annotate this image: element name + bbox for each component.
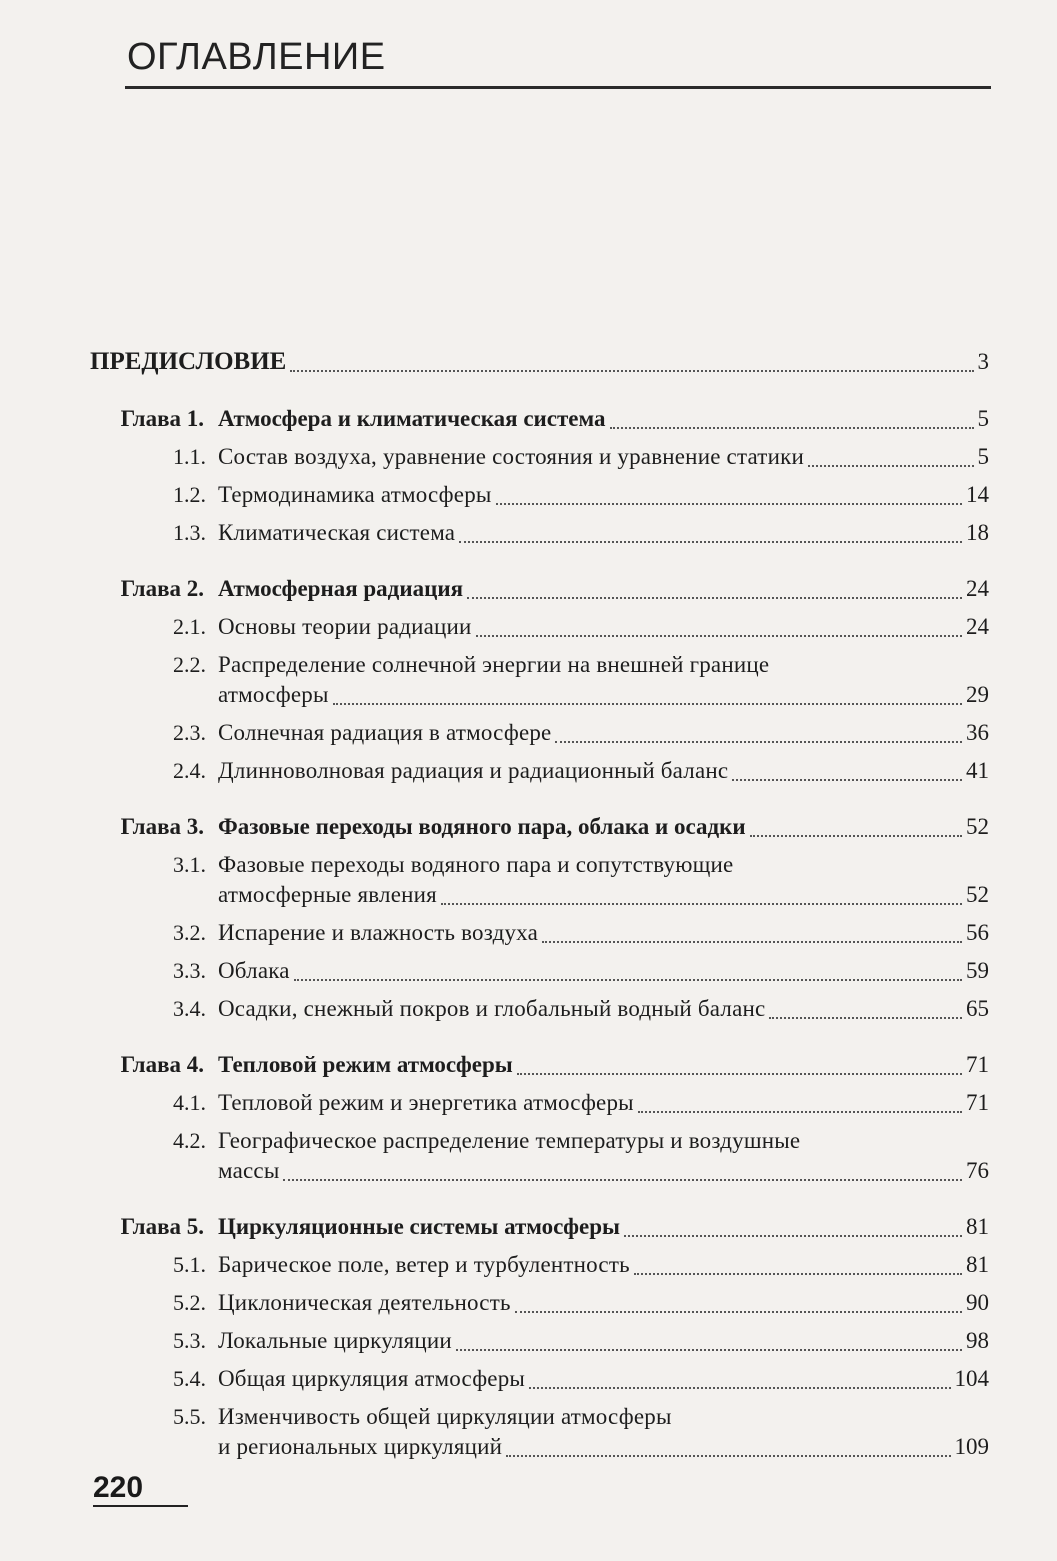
toc-entry-title: атмосферные явления [218, 882, 437, 907]
toc-page-number: 5 [977, 444, 989, 469]
leader-dots [441, 903, 962, 905]
leader-dots [542, 941, 962, 943]
toc-section-5-2[interactable] [0, 1288, 1057, 1318]
toc-page-number: 36 [966, 720, 989, 745]
chapter-number: Глава 2. [120, 576, 204, 601]
toc-chapter-3[interactable] [0, 812, 1057, 842]
toc-section-4-1[interactable] [0, 1088, 1057, 1118]
page-number-rule [93, 1505, 188, 1507]
toc-section-2-1[interactable] [0, 612, 1057, 642]
toc-entry-title: атмосферы [218, 682, 329, 707]
toc-page-number: 81 [966, 1214, 989, 1239]
section-number: 3.4. [173, 996, 206, 1021]
page-number: 220 [93, 1471, 144, 1504]
section-number: 5.3. [173, 1328, 206, 1353]
toc-section-5-4[interactable] [0, 1364, 1057, 1394]
toc-section-5-5-cont[interactable] [0, 1432, 1057, 1462]
leader-dots [769, 1017, 962, 1019]
toc-page-number: 5 [977, 406, 989, 431]
leader-dots [624, 1235, 962, 1237]
leader-dots [515, 1311, 962, 1313]
section-number: 3.2. [173, 920, 206, 945]
section-number: 2.4. [173, 758, 206, 783]
leader-dots [732, 779, 962, 781]
toc-section-2-2[interactable] [0, 650, 1057, 680]
toc-entry-title: Состав воздуха, уравнение состояния и уравнение статики [218, 444, 804, 469]
toc-entry-title: Атмосферная радиация [218, 576, 464, 601]
section-number: 4.2. [173, 1128, 206, 1153]
toc-page-number: 76 [966, 1158, 989, 1183]
leader-dots [294, 979, 962, 981]
toc-section-4-2[interactable] [0, 1126, 1057, 1156]
toc-entry-title: Облака [218, 958, 290, 983]
section-number: 1.1. [173, 444, 206, 469]
leader-dots [476, 635, 962, 637]
leader-dots [456, 1349, 962, 1351]
toc-chapter-4[interactable] [0, 1050, 1057, 1080]
leader-dots [459, 541, 962, 543]
toc-page-number: 65 [966, 996, 989, 1021]
toc-entry-title: Тепловой режим и энергетика атмосферы [218, 1090, 634, 1115]
section-number: 5.2. [173, 1290, 206, 1315]
toc-section-1-3[interactable] [0, 518, 1057, 548]
leader-dots [496, 503, 962, 505]
toc-section-2-2-cont[interactable] [0, 680, 1057, 710]
toc-section-1-1[interactable] [0, 442, 1057, 472]
toc-section-3-1[interactable] [0, 850, 1057, 880]
toc-section-5-3[interactable] [0, 1326, 1057, 1356]
toc-section-4-2-cont[interactable] [0, 1156, 1057, 1186]
toc-section-5-5[interactable] [0, 1402, 1057, 1432]
toc-section-3-2[interactable] [0, 918, 1057, 948]
toc-page-number: 90 [966, 1290, 989, 1315]
section-number: 5.4. [173, 1366, 206, 1391]
toc-page-number: 104 [954, 1366, 989, 1391]
toc-chapter-2[interactable] [0, 574, 1057, 604]
toc-page-number: 71 [966, 1090, 989, 1115]
toc-page-number: 24 [966, 576, 989, 601]
toc-page-number: 41 [966, 758, 989, 783]
toc-page-number: 59 [966, 958, 989, 983]
toc-chapter-1[interactable] [0, 404, 1057, 434]
chapter-number: Глава 4. [120, 1052, 204, 1077]
toc-page-number: 52 [966, 814, 989, 839]
chapter-number: Глава 1. [120, 406, 204, 431]
toc-section-3-4[interactable] [0, 994, 1057, 1024]
toc-entry-title: Осадки, снежный покров и глобальный водный баланс [218, 996, 766, 1021]
toc-section-5-1[interactable] [0, 1250, 1057, 1280]
section-number: 3.3. [173, 958, 206, 983]
toc-page-number: 98 [966, 1328, 989, 1353]
toc-page-number: 29 [966, 682, 989, 707]
toc-entry-title: Атмосфера и климатическая система [218, 406, 606, 431]
toc-entry-title: Климатическая система [218, 520, 456, 545]
section-number: 4.1. [173, 1090, 206, 1115]
leader-dots [638, 1111, 962, 1113]
leader-dots [555, 741, 962, 743]
toc-chapter-5[interactable] [0, 1212, 1057, 1242]
toc-entry-title: Циклоническая деятельность [218, 1290, 511, 1315]
section-number: 1.3. [173, 520, 206, 545]
leader-dots [333, 703, 962, 705]
toc-page-number: 109 [954, 1434, 989, 1459]
leader-dots [634, 1273, 962, 1275]
toc-entry-preface[interactable] [0, 347, 1057, 377]
leader-dots [529, 1387, 950, 1389]
toc-entry-title: Тепловой режим атмосферы [218, 1052, 513, 1077]
toc-entry-title: Общая циркуляция атмосферы [218, 1366, 526, 1391]
toc-page-number: 24 [966, 614, 989, 639]
toc-page-number: 81 [966, 1252, 989, 1277]
page-title: ОГЛАВЛЕНИЕ [127, 36, 386, 78]
toc-page-number: 18 [966, 520, 989, 545]
section-number: 5.1. [173, 1252, 206, 1277]
toc-entry-title: Основы теории радиации [218, 614, 472, 639]
toc-section-3-3[interactable] [0, 956, 1057, 986]
chapter-number: Глава 3. [120, 814, 204, 839]
toc-entry-title-line1: Географическое распределение температуры и воздушные [218, 1128, 801, 1153]
leader-dots [750, 835, 962, 837]
toc-entry-title: Циркуляционные системы атмосферы [218, 1214, 620, 1239]
toc-entry-title-line1: Распределение солнечной энергии на внешней границе [218, 652, 770, 677]
section-number: 3.1. [173, 852, 206, 877]
section-number: 1.2. [173, 482, 206, 507]
toc-page-number: 52 [966, 882, 989, 907]
section-number: 2.1. [173, 614, 206, 639]
leader-dots [467, 597, 962, 599]
toc-page-number: 14 [966, 482, 989, 507]
leader-dots [290, 370, 973, 372]
toc-entry-title: массы [218, 1158, 280, 1183]
leader-dots [808, 465, 974, 467]
toc-entry-title-line1: Фазовые переходы водяного пара и сопутствующие [218, 852, 734, 877]
toc-entry-title: Термодинамика атмосферы [218, 482, 492, 507]
section-number: 2.3. [173, 720, 206, 745]
toc-section-1-2[interactable] [0, 480, 1057, 510]
toc-entry-title: и региональных циркуляций [218, 1434, 503, 1459]
toc-entry-title: Испарение и влажность воздуха [218, 920, 538, 945]
toc-page-number: 71 [966, 1052, 989, 1077]
toc-entry-title: Барическое поле, ветер и турбулентность [218, 1252, 630, 1277]
toc-entry-title-line1: Изменчивость общей циркуляции атмосферы [218, 1404, 672, 1429]
toc-section-3-1-cont[interactable] [0, 880, 1057, 910]
toc-entry-title: Солнечная радиация в атмосфере [218, 720, 552, 745]
toc-entry-title: Длинноволновая радиация и радиационный баланс [218, 758, 729, 783]
leader-dots [506, 1455, 950, 1457]
leader-dots [517, 1073, 962, 1075]
toc-section-2-4[interactable] [0, 756, 1057, 786]
toc-entry-title: ПРЕДИСЛОВИЕ [90, 348, 287, 375]
leader-dots [283, 1179, 962, 1181]
header-rule [125, 86, 991, 89]
toc-entry-title: Фазовые переходы водяного пара, облака и осадки [218, 814, 746, 839]
section-number: 2.2. [173, 652, 206, 677]
toc-section-2-3[interactable] [0, 718, 1057, 748]
section-number: 5.5. [173, 1404, 206, 1429]
chapter-number: Глава 5. [120, 1214, 204, 1239]
toc-page-number: 56 [966, 920, 989, 945]
toc-page-number: 3 [977, 349, 989, 374]
toc-entry-title: Локальные циркуляции [218, 1328, 452, 1353]
leader-dots [610, 427, 974, 429]
